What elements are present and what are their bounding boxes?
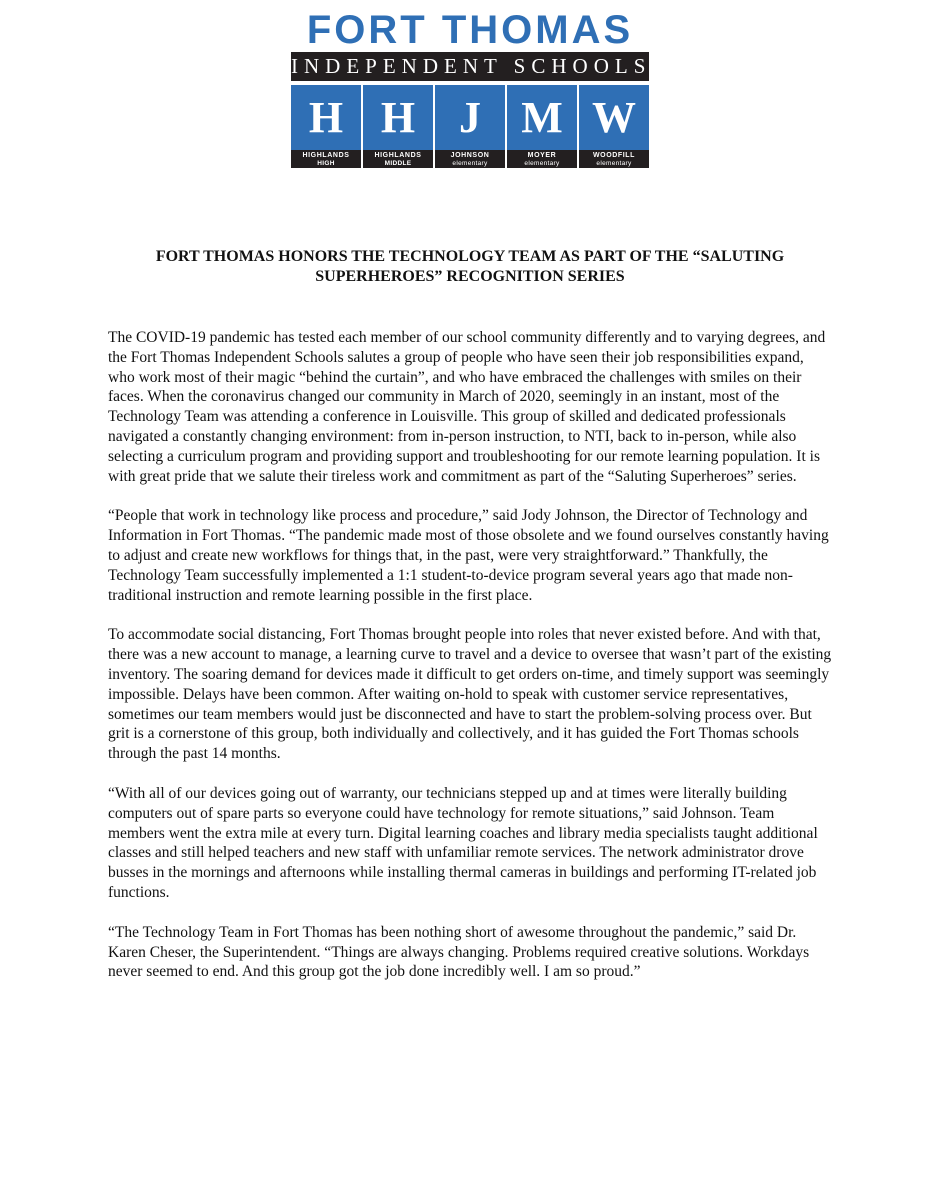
school-name-line2: HIGH [317,160,335,167]
district-logo [291,8,652,168]
school-letter: W [579,85,649,150]
school-tile-johnson [435,85,505,168]
school-letter: M [507,85,577,150]
school-tiles [291,85,649,168]
article-body [108,328,834,1002]
article-paragraph: “People that work in technology like process and procedure,” said Jody Johnson, the Director of Technology and Information in Fort Thomas. “The pandemic made most of those obsolete and we found ourselves constantly having to adjust and create new workflows for things that, in the past, were very straightforward.” Thankfully, the Technology Team successfully implemented a 1:1 student-to-device program several years ago that made non-traditional instruction and remote learning possible in the first place. [108,507,829,604]
school-tile-highlands-high [291,85,361,168]
school-name-line2: elementary [524,160,560,167]
school-tile-woodfill [579,85,649,168]
logo-title: FORT THOMAS [306,8,634,52]
school-name-line1: HIGHLANDS [302,152,350,159]
school-name [291,150,361,168]
school-name [363,150,433,168]
school-name-line2: elementary [452,160,488,167]
article-paragraph: “The Technology Team in Fort Thomas has been nothing short of awesome throughout the pandemic,” said Dr. Karen Cheser, the Superintendent. “Things are always changing. Problems required creative solutions. Workdays never seemed to end. And this group got the job done incredibly well. I am so proud.” [108,923,810,981]
school-name-line1: HIGHLANDS [374,152,422,159]
school-name-line1: MOYER [527,152,557,159]
article-paragraph: The COVID-19 pandemic has tested each member of our school community differently and to varying degrees, and the Fort Thomas Independent Schools salutes a group of people who have seen their job responsibilities expand, who work most of their magic “behind the curtain”, and who have embraced the challenges with smiles on their faces. When the coronavirus changed our community in March of 2020, seemingly in an instant, most of the Technology Team was attending a conference in Louisville. This group of skilled and dedicated professionals navigated a constantly changing environment: from in-person instruction, to NTI, back to in-person, while also selecting a curriculum program and providing support and troubleshooting for our remote learning population. It is with great pride that we salute their tireless work and commitment as part of the “Saluting Superheroes” series. [108,329,826,485]
school-name-line2: MIDDLE [384,160,412,167]
school-letter: J [435,85,505,150]
logo-band: INDEPENDENT SCHOOLS [291,52,649,81]
press-release-headline: FORT THOMAS HONORS THE TECHNOLOGY TEAM AS PART OF THE “SALUTING SUPERHEROES” RECOGNITION SERIES [155,248,785,285]
school-letter: H [363,85,433,150]
article-paragraph: To accommodate social distancing, Fort Thomas brought people into roles that never existed before. And with that, there was a new account to manage, a learning curve to travel and a device to oversee that wasn’t part of the existing inventory. The soaring demand for devices made it difficult to get orders on-time, and timely support was seemingly impossible. Delays have been common. After waiting on-hold to speak with customer service representatives, sometimes our team members would just be disconnected and have to start the problem-solving process over. But grit is a cornerstone of this group, both individually and collectively, and it has guided the Fort Thomas schools through the past 14 months. [108,626,832,763]
school-name [507,150,577,168]
article-paragraph: “With all of our devices going out of warranty, our technicians stepped up and at times were literally building computers out of spare parts so everyone could have technology for remote situations,” said Johnson. Team members went the extra mile at every turn. Digital learning coaches and library media specialists taught additional classes and still helped teachers and new staff with unfamiliar remote services. The network administrator drove busses in the mornings and afternoons while installing thermal cameras in buildings and performing IT-related job functions. [108,784,818,901]
school-tile-highlands-middle [363,85,433,168]
school-letter: H [291,85,361,150]
school-name-line1: JOHNSON [450,152,490,159]
school-name-line1: WOODFILL [592,152,636,159]
school-tile-moyer [507,85,577,168]
school-name [579,150,649,168]
school-name [435,150,505,168]
school-name-line2: elementary [596,160,632,167]
